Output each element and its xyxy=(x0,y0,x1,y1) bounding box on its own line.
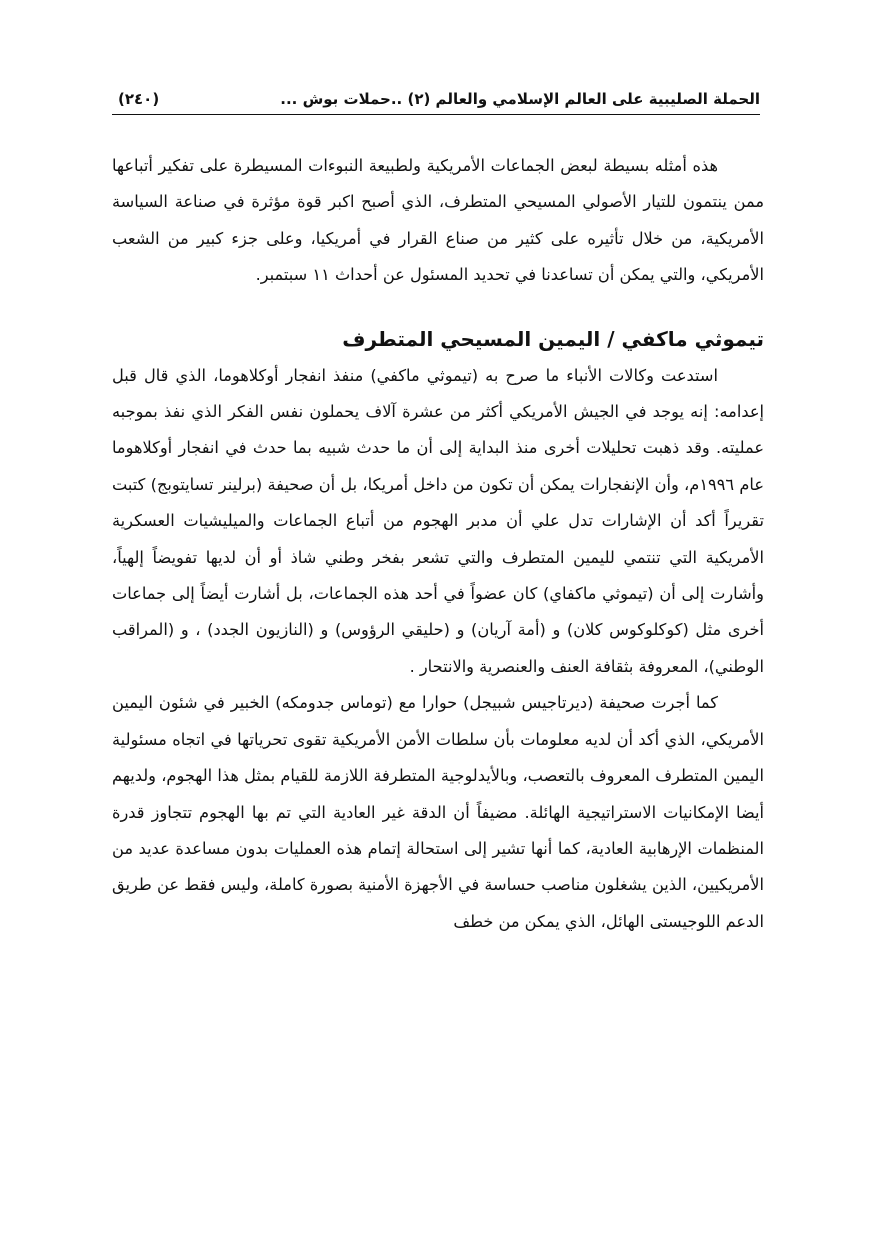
section-heading: تيموثي ماكفي / اليمين المسيحي المتطرف xyxy=(342,326,764,351)
running-header xyxy=(112,88,760,115)
intro-paragraph: هذه أمثله بسيطة لبعض الجماعات الأمريكية ولطبيعة النبوءات المسيطرة على تفكير أتباعها ممن ينتمون للتيار الأصولي المسيحي المتطرف، الذي أصبح اكبر قوة مؤثرة في صناعة السياسة الأمريكية، من خلال تأثيره على كثير من صناع القرار في أمريكيا، وعلى جزء كبير من الشعب الأمريكي، والتي يمكن أن تساعدنا في تحديد المسئول عن أحداث ١١ سبتمبر. xyxy=(112,156,764,285)
page-number: (٢٤٠) xyxy=(118,90,160,108)
header-title: الحملة الصليبية على العالم الإسلامي والعالم (٢) ..حملات بوش ... xyxy=(280,90,760,108)
body-text xyxy=(112,148,764,940)
paragraph-1: استدعت وكالات الأنباء ما صرح به (تيموثي ماكفي) منفذ انفجار أوكلاهوما، الذي قال قبل إعدامه: إنه يوجد في الجيش الأمريكي أكثر من عشرة آلاف يحملون نفس الفكر الذي نفذ بموجبه عمليته. وقد ذهبت تحليلات أخرى منذ البداية إلى أن ما حدث شبيه بما حدث في انفجار أوكلاهوما عام ١٩٩٦م، وأن الإنفجارات يمكن أن تكون من داخل أمريكا، بل أن صحيفة (برلينر تسايتوبج) كتبت تقريراً أكد أن الإشارات تدل علي أن مدبر الهجوم من أتباع الجماعات والميليشيات العسكرية الأمريكية التي تنتمي لليمين المتطرف والتي تشعر بفخر وطني شاذ أو أن لديها تفويضاً إلهياً، وأشارت إلى أن (تيموثي ماكفاي) كان عضواً في أحد هذه الجماعات، بل أشارت أيضاً إلى جماعات أخرى مثل (كوكلوكوس كلان) و (أمة آريان) و (حليقي الرؤوس) و (النازيون الجدد) ، و (المراقب الوطني)، المعروفة بثقافة العنف والعنصرية والانتحار . xyxy=(112,365,764,676)
paragraph-2: كما أجرت صحيفة (ديرتاجيس شبيجل) حوارا مع (توماس جدومكه) الخبير في شئون اليمين الأمريكي، الذي أكد أن لديه معلومات بأن سلطات الأمن الأمريكية تقوى تحرياتها في اتجاه مسئولية اليمين المتطرف المعروف بالتعصب، وبالأيدلوجية المتطرفة اللازمة للقيام بمثل هذا الهجوم، ولديهم أيضا الإمكانيات الاستراتيجية الهائلة. مضيفاً أن الدقة غير العادية التي تم بها الهجوم تتجاوز قدرة المنظمات الإرهابية العادية، كما أنها تشير إلى استحالة إتمام هذه العمليات بدون مساعدة عديد من الأمريكيين، الذين يشغلون مناصب حساسة في الأجهزة الأمنية بصورة كاملة، وليس فقط عن طريق الدعم اللوجيستى الهائل، الذي يمكن من خطف xyxy=(112,693,764,931)
